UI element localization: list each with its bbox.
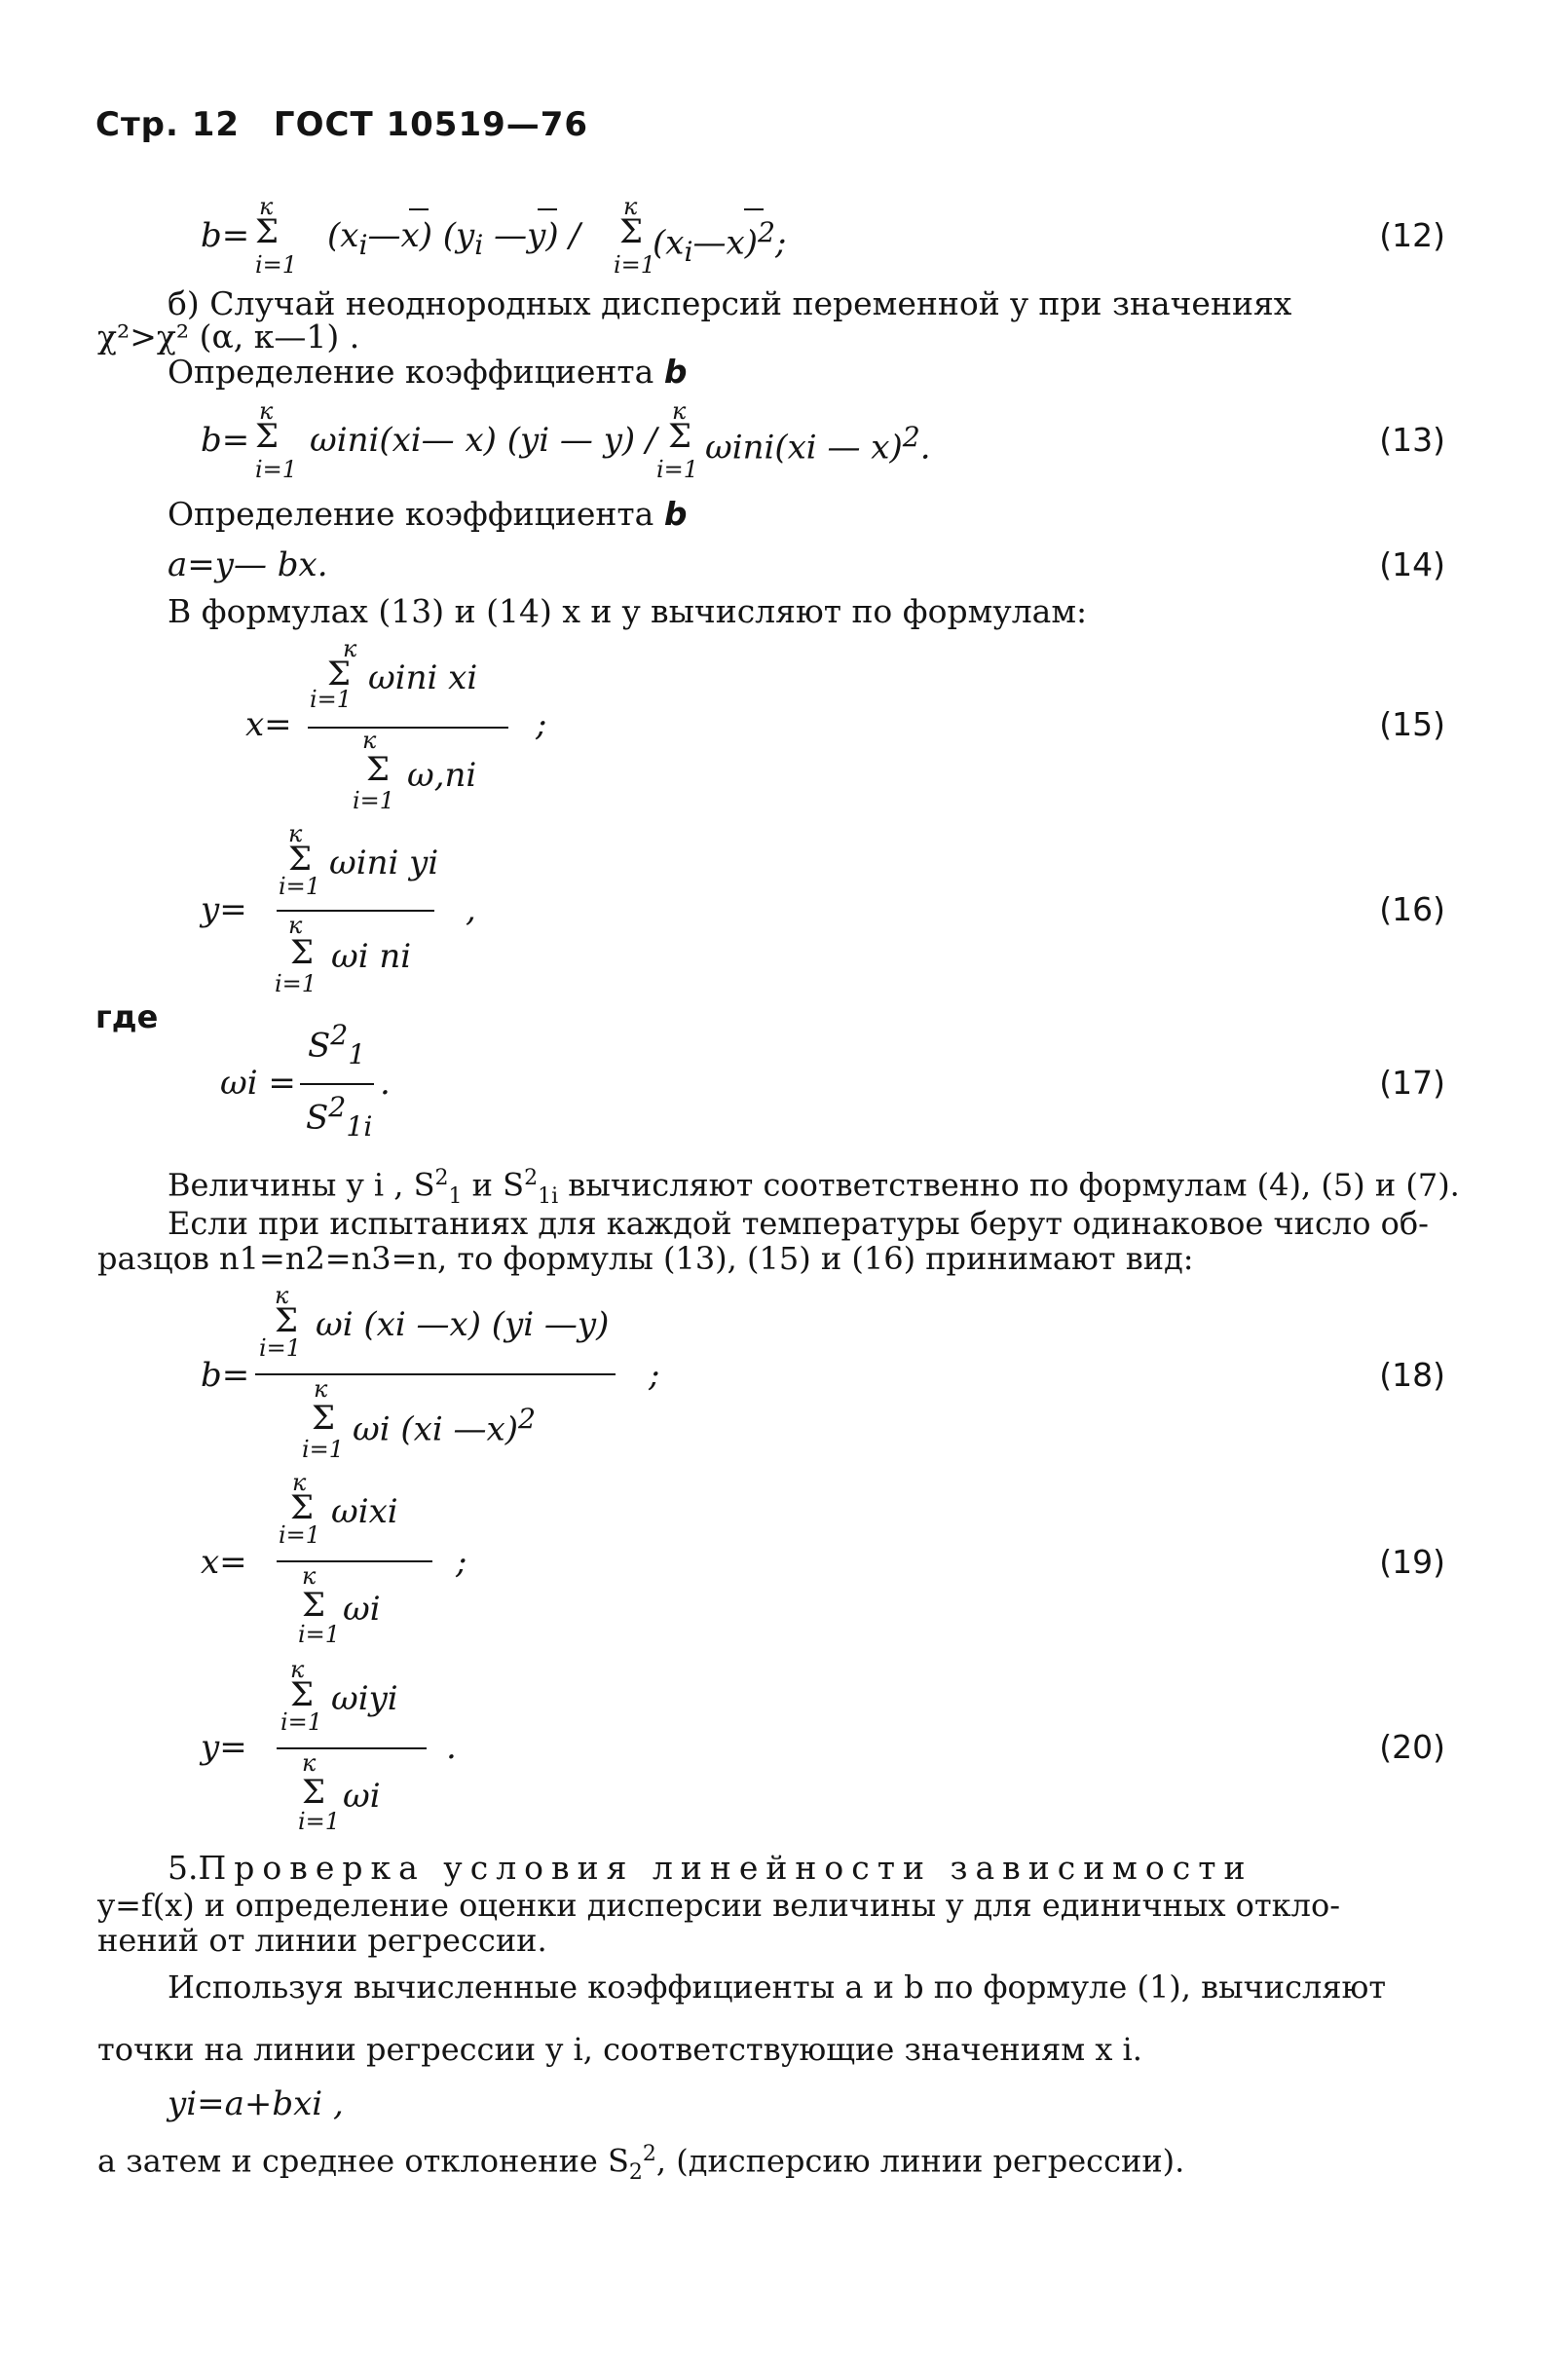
paragraph-line: Если при испытаниях для каждой температуры берут одинаковое число об- <box>168 1205 1429 1242</box>
sum-lower-limit: i=1 <box>259 1334 302 1362</box>
subscript: 1i <box>346 1110 373 1144</box>
regression-point-formula: yi=a+bxi , <box>168 2084 344 2123</box>
fraction-bar <box>255 1373 616 1375</box>
denominator: ωi ni <box>331 937 412 976</box>
punct: ; <box>536 705 547 744</box>
eq12-numerator: $(x_i—x)$ ($y_i$ —y) / <box>327 216 580 261</box>
definition-variable: b <box>663 495 688 533</box>
equation-number-13: (13) <box>1379 421 1445 459</box>
equation-number-17: (17) <box>1379 1064 1445 1102</box>
sum-symbol: Σ <box>619 212 644 251</box>
section-number: 5. <box>168 1849 199 1887</box>
equation-number-18: (18) <box>1379 1356 1445 1394</box>
where-label: где <box>95 998 159 1035</box>
punct: . <box>919 428 931 468</box>
sum-lower-limit: i=1 <box>302 1436 345 1463</box>
sum-symbol: Σ <box>290 1675 315 1714</box>
definition-label: Определение коэффициента <box>168 353 654 391</box>
power: 2 <box>328 1091 347 1123</box>
eq-lhs: b= <box>201 1356 250 1395</box>
standard-id: ГОСТ 10519—76 <box>273 105 589 144</box>
sum-lower-limit: i=1 <box>614 251 656 279</box>
definition-b-2 <box>168 495 687 534</box>
definition-label: Определение коэффициента <box>168 495 654 533</box>
overline <box>744 208 764 210</box>
fraction-bar <box>300 1083 374 1085</box>
sum-upper-limit: к <box>288 820 303 847</box>
sum-symbol: Σ <box>312 1399 336 1438</box>
sum-symbol: Σ <box>290 1488 315 1527</box>
values-text: вычисляют соответственно по формулам (4), (5) и (7). <box>568 1166 1460 1204</box>
denominator: ωi <box>343 1777 381 1816</box>
denominator: ωi <box>343 1590 381 1629</box>
eq-lhs: ωi = <box>220 1064 296 1103</box>
paragraph-line: y=f(x) и определение оценки дисперсии величины y для единичных откло- <box>97 1887 1341 1924</box>
equation-14: a=y— bx. <box>168 545 328 584</box>
eq13-den-body: ωini(xi — x) <box>705 428 903 468</box>
eq12-denominator: $(x_i—x)^2$; <box>653 216 787 269</box>
sum-upper-limit: к <box>343 635 357 662</box>
sum-upper-limit: к <box>288 912 303 939</box>
numerator <box>308 1019 365 1070</box>
sum-lower-limit: i=1 <box>279 1521 321 1549</box>
equation-number-20: (20) <box>1379 1728 1445 1766</box>
chi-square-condition: χ²>χ² (α, к—1) . <box>97 318 360 356</box>
punct: ; <box>456 1543 467 1582</box>
numerator: ωini xi <box>368 658 478 697</box>
sum-upper-limit: к <box>623 193 638 220</box>
power: 2 <box>524 1166 539 1190</box>
sum-upper-limit: к <box>275 1282 289 1309</box>
sum-upper-limit: к <box>672 397 687 425</box>
sum-lower-limit: i=1 <box>275 970 317 997</box>
subscript: 1i <box>538 1184 559 1210</box>
sum-symbol: Σ <box>275 1301 299 1340</box>
power: 2 <box>642 2142 656 2166</box>
punct: . <box>446 1728 457 1767</box>
equation-number-19: (19) <box>1379 1543 1445 1581</box>
paragraph-line: нений от линии регрессии. <box>97 1922 547 1959</box>
power: 2 <box>902 421 920 453</box>
numerator: ωi (xi —x) (yi —y) <box>316 1305 610 1344</box>
definition-variable: b <box>663 353 688 391</box>
sum-symbol: Σ <box>255 417 280 456</box>
fraction-bar <box>277 1747 427 1749</box>
sum-upper-limit: к <box>259 193 274 220</box>
sum-upper-limit: к <box>259 397 274 425</box>
subscript: 1 <box>348 1038 366 1071</box>
sum-upper-limit: к <box>292 1469 307 1496</box>
eq-lhs: x= <box>201 1543 247 1582</box>
overline <box>538 208 557 210</box>
sum-symbol: Σ <box>255 212 280 251</box>
values-text: и S <box>471 1166 525 1204</box>
overline <box>409 208 429 210</box>
sum-lower-limit: i=1 <box>280 1708 323 1736</box>
sum-lower-limit: i=1 <box>255 456 298 483</box>
paragraph-line: Используя вычисленные коэффициенты a и b по формуле (1), вычисляют <box>168 1969 1387 2006</box>
punct: , <box>466 890 476 929</box>
equation-number-15: (15) <box>1379 705 1445 743</box>
sum-lower-limit: i=1 <box>353 787 395 814</box>
sum-lower-limit: i=1 <box>298 1621 341 1648</box>
eq-lhs: b= <box>201 421 250 460</box>
punct: . <box>380 1064 391 1103</box>
sum-lower-limit: i=1 <box>255 251 298 279</box>
numerator: ωixi <box>331 1492 398 1531</box>
sum-symbol: Σ <box>366 750 391 789</box>
fraction-bar <box>308 727 508 729</box>
sum-upper-limit: к <box>302 1749 317 1777</box>
s-symbol: S <box>306 1098 329 1138</box>
sum-symbol: Σ <box>288 840 313 879</box>
subscript: 1 <box>448 1184 463 1210</box>
sum-lower-limit: i=1 <box>656 456 699 483</box>
paragraph-text: , (дисперсию линии регрессии). <box>655 2142 1185 2180</box>
sum-upper-limit: к <box>314 1375 328 1403</box>
numerator: ωiyi <box>331 1679 398 1718</box>
sum-upper-limit: к <box>290 1656 305 1683</box>
paragraph-text: а затем и среднее отклонение S <box>97 2142 629 2180</box>
sum-lower-limit: i=1 <box>279 873 321 900</box>
page-header <box>95 105 610 144</box>
sum-upper-limit: к <box>362 727 377 754</box>
case-b-line: б) Случай неоднородных дисперсий переменной y при значениях <box>168 284 1292 322</box>
section-5-heading <box>168 1849 1252 1888</box>
formulas-intro: В формулах (13) и (14) x и y вычисляют по формулам: <box>168 592 1088 630</box>
sum-symbol: Σ <box>290 933 315 972</box>
denominator <box>353 1403 536 1448</box>
denominator <box>306 1091 372 1143</box>
last-line: а затем и среднее отклонение $S_2^2$, (дисперсию линии регрессии). <box>97 2142 1185 2186</box>
eq-lhs: y= <box>201 890 247 929</box>
eq-lhs: y= <box>201 1728 247 1767</box>
page-number: Стр. 12 <box>95 105 241 144</box>
paragraph-line: точки на линии регрессии y i, соответствующие значениям x i. <box>97 2031 1142 2068</box>
sum-symbol: Σ <box>302 1586 326 1625</box>
s-symbol: S <box>308 1026 331 1066</box>
equation-number-12: (12) <box>1379 216 1445 254</box>
values-text: Величины y i , S <box>168 1166 435 1204</box>
equation-number-14: (14) <box>1379 545 1445 583</box>
sum-symbol: Σ <box>302 1773 326 1812</box>
power: 2 <box>330 1019 349 1051</box>
power: 2 <box>517 1403 536 1435</box>
paragraph-line: разцов n1=n2=n3=n, то формулы (13), (15) и (16) принимают вид: <box>97 1240 1194 1277</box>
punct: ; <box>649 1356 660 1395</box>
power: 2 <box>434 1166 449 1190</box>
sum-lower-limit: i=1 <box>298 1808 341 1835</box>
equation-number-16: (16) <box>1379 890 1445 928</box>
section-title: Проверка условия линейности зависимости <box>198 1849 1253 1887</box>
fraction-bar <box>277 1560 432 1562</box>
eq-lhs: b= <box>201 216 250 255</box>
sum-symbol: Σ <box>327 655 352 694</box>
numerator: ωini yi <box>329 844 439 882</box>
eq13-numerator: ωini(xi— x) (yi — y) / <box>310 421 657 460</box>
sum-symbol: Σ <box>668 417 692 456</box>
eq-lhs: x= <box>245 705 292 744</box>
sum-upper-limit: к <box>302 1562 317 1590</box>
eq13-denominator <box>705 421 931 467</box>
definition-b-1 <box>168 353 687 392</box>
den-body: ωi (xi —x) <box>353 1409 518 1449</box>
sum-lower-limit: i=1 <box>310 686 353 713</box>
denominator: ω,ni <box>407 756 477 795</box>
